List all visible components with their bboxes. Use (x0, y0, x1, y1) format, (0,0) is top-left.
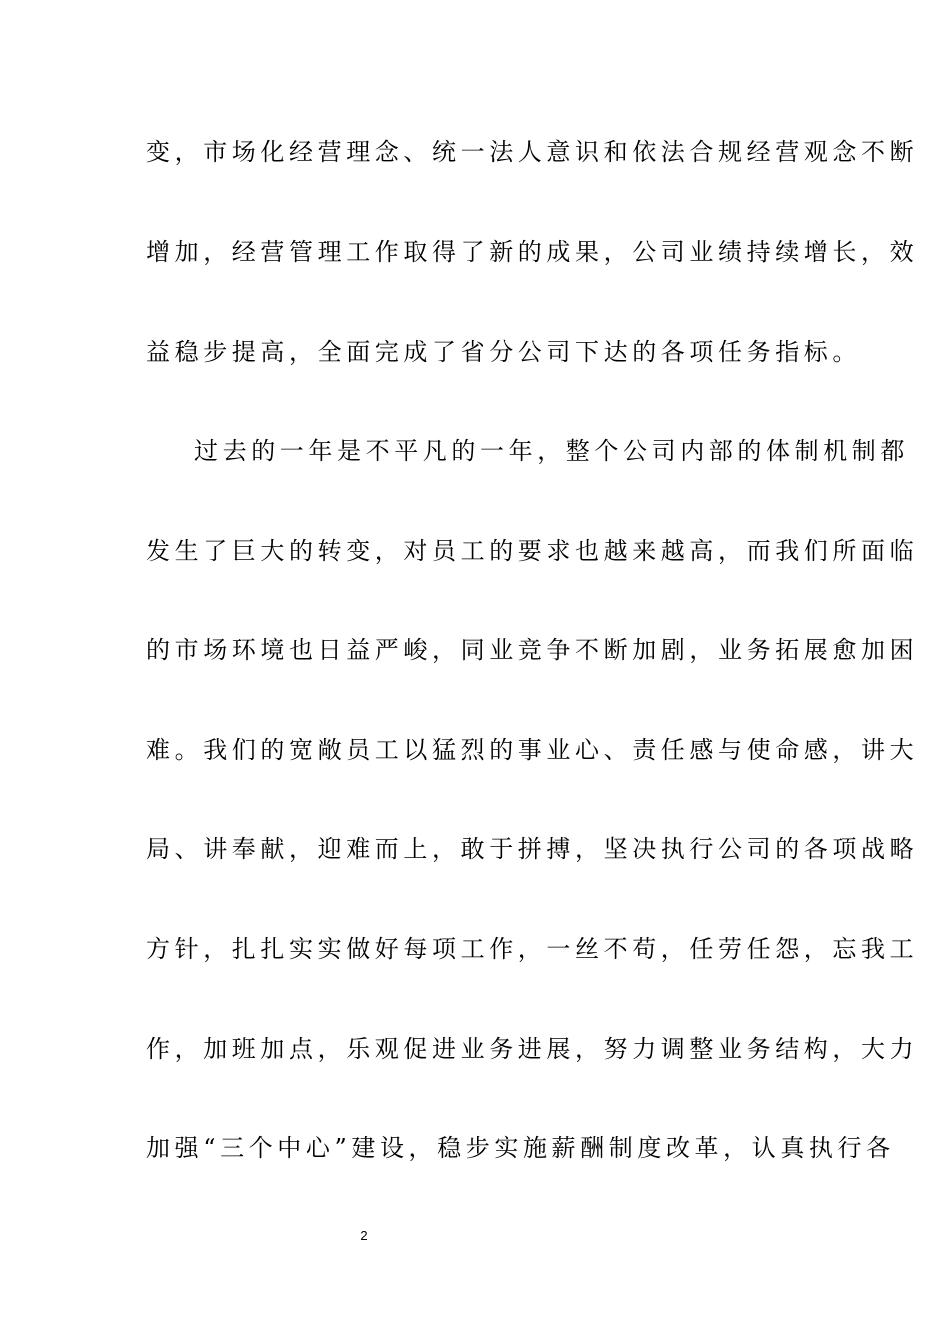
text-line-7: 难。我们的宽敞员工以猛烈的事业心、责任感与使命感，讲大 (146, 736, 919, 764)
text-line-6: 的市场环境也日益严峻，同业竞争不断加剧，业务拓展愈加困 (146, 636, 919, 664)
text-line-4-paragraph-start: 过去的一年是不平凡的一年，整个公司内部的体制机制都 (194, 437, 909, 465)
text-line-10: 作，加班加点，乐观促进业务进展，努力调整业务结构，大力 (146, 1035, 919, 1063)
text-line-3: 益稳步提高，全面完成了省分公司下达的各项任务指标。 (146, 338, 861, 366)
text-line-11: 加强“三个中心”建设，稳步实施薪酬制度改革，认真执行各 (146, 1134, 895, 1162)
text-line-2: 增加，经营管理工作取得了新的成果，公司业绩持续增长，效 (146, 238, 919, 266)
text-line-8: 局、讲奉献，迎难而上，敢于拼搏，坚决执行公司的各项战略 (146, 835, 919, 863)
text-line-1: 变，市场化经营理念、统一法人意识和依法合规经营观念不断 (146, 138, 919, 166)
page-number: 2 (360, 1228, 368, 1243)
text-line-9: 方针，扎扎实实做好每项工作，一丝不苟，任劳任怨，忘我工 (146, 935, 919, 963)
text-line-5: 发生了巨大的转变，对员工的要求也越来越高，而我们所面临 (146, 537, 919, 565)
